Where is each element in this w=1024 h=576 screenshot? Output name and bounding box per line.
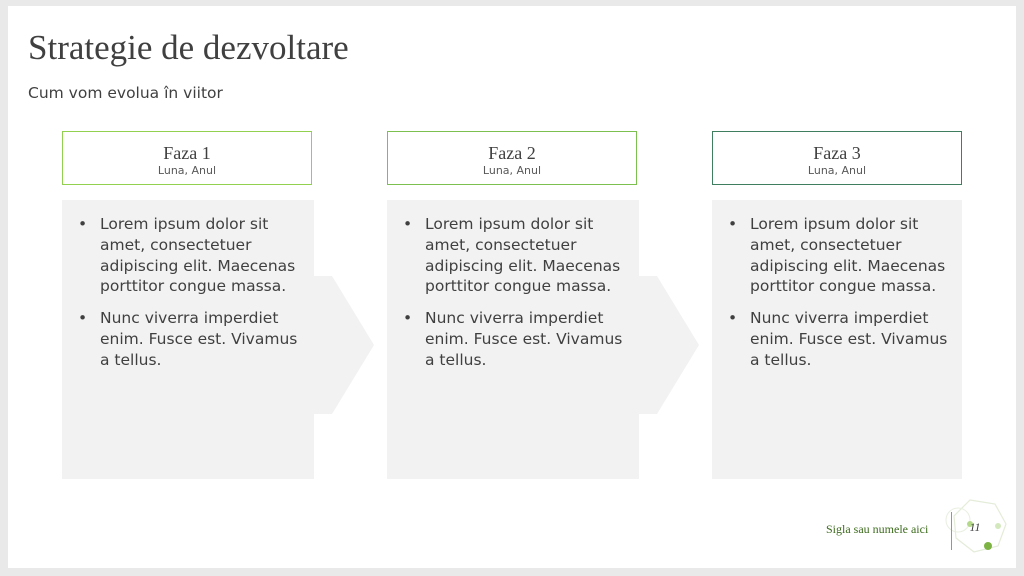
phase-2-date: Luna, Anul (482, 164, 542, 177)
phase-1-date: Luna, Anul (157, 164, 217, 177)
list-item (76, 308, 298, 370)
list-item (726, 308, 948, 370)
phase-3-bullets (726, 214, 948, 382)
slide-title: Strategie de dezvoltare (28, 28, 349, 67)
phase-3-date: Luna, Anul (807, 164, 867, 177)
phase-3-name: Faza 3 (813, 143, 861, 163)
footer-divider (951, 512, 952, 550)
phase-1-header (62, 131, 312, 185)
bullet-dot: • (728, 215, 738, 233)
bullet-dot: • (728, 309, 738, 328)
bullet-text: Lorem ipsum dolor sit amet, consectetuer adipiscing elit. Maecenas porttitor congue massa. (750, 215, 946, 296)
list-item (76, 214, 298, 297)
bullet-dot: • (78, 215, 88, 233)
logo-text: Sigla sau numele aici (826, 522, 929, 536)
bullet-text: Nunc viverra imperdiet enim. Fusce est. Vivamus a tellus. (100, 309, 298, 369)
list-item (401, 214, 623, 297)
bullet-text: Nunc viverra imperdiet enim. Fusce est. Vivamus a tellus. (425, 309, 623, 369)
phase-1-bullets (76, 214, 298, 382)
bullet-text: Nunc viverra imperdiet enim. Fusce est. Vivamus a tellus. (750, 309, 948, 369)
phase-2-header (387, 131, 637, 185)
phase-2-name: Faza 2 (488, 143, 536, 163)
bullet-dot: • (78, 309, 88, 328)
bullet-text: Lorem ipsum dolor sit amet, consectetuer adipiscing elit. Maecenas porttitor congue massa. (425, 215, 621, 296)
list-item (401, 308, 623, 370)
bullet-dot: • (403, 215, 413, 233)
bullet-dot: • (403, 309, 413, 328)
list-item (726, 214, 948, 297)
phase-2-bullets (401, 214, 623, 382)
bullet-text: Lorem ipsum dolor sit amet, consectetuer adipiscing elit. Maecenas porttitor congue massa. (100, 215, 296, 296)
page-number: 11 (969, 520, 981, 534)
phase-1-name: Faza 1 (163, 143, 211, 163)
slide-subtitle: Cum vom evolua în viitor (28, 84, 223, 102)
phase-3-header (712, 131, 962, 185)
